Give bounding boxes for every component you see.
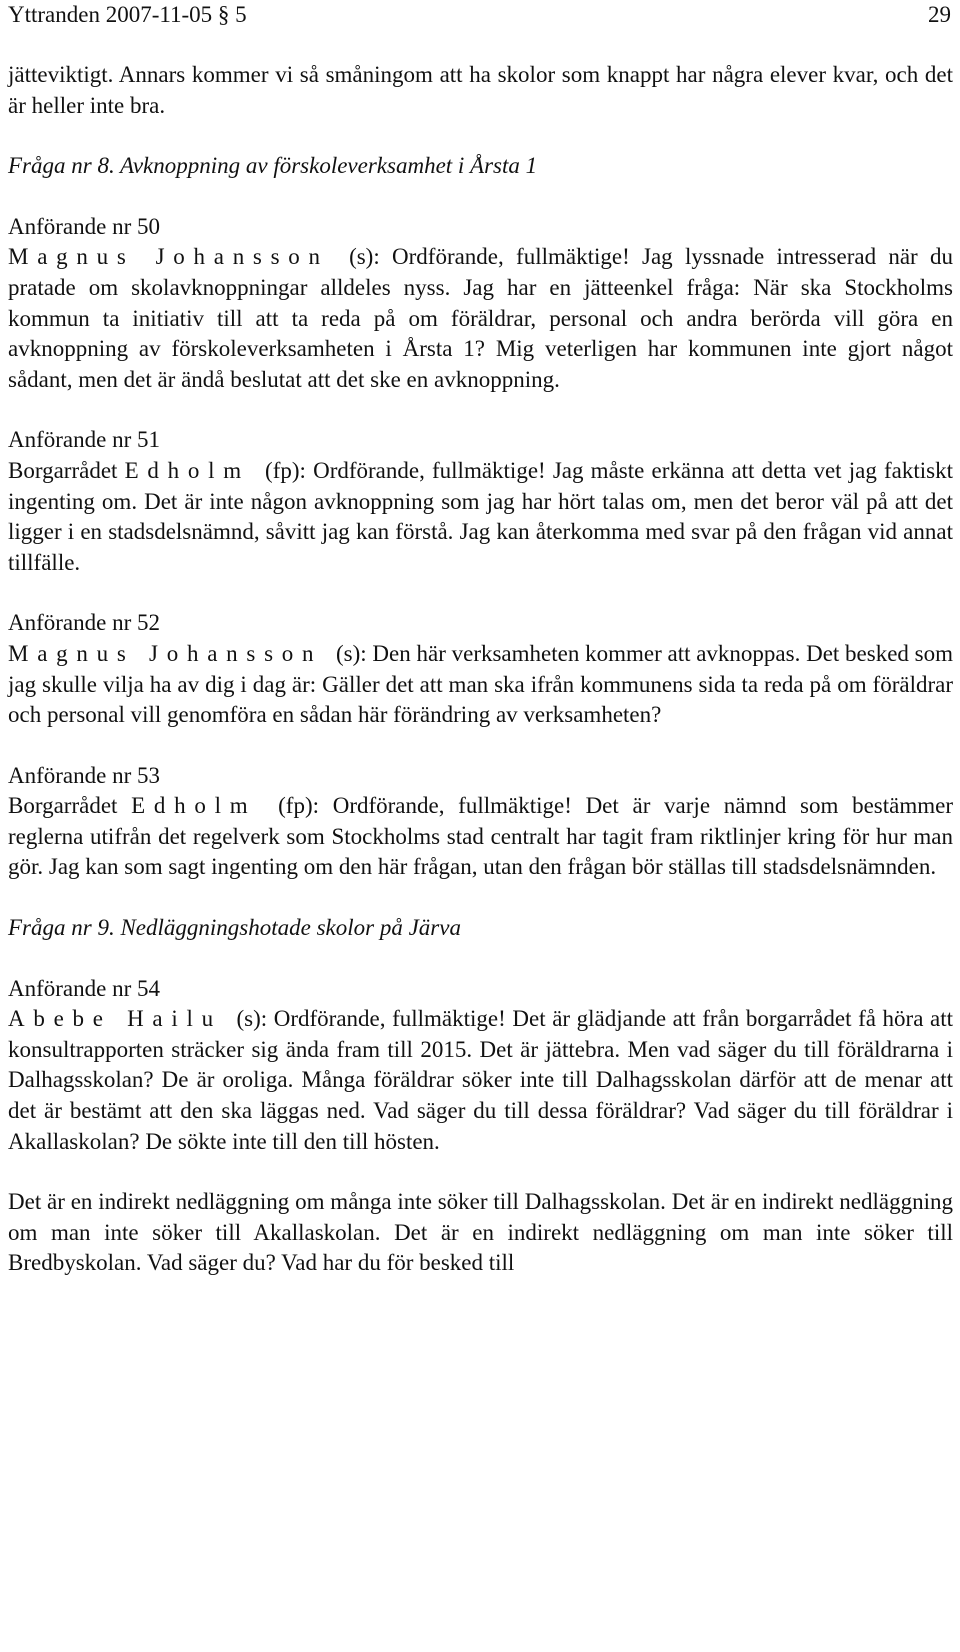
speaker-name: Edholm: [131, 793, 257, 819]
speech-body: (s): Den här verksamheten kommer att avknoppas. Det besked som jag skulle vilja ha av dig i dag är: Gäller det att man ska ifrån kommunens sida ta reda på om föräldrar och personal vill genomföra en sådan här förändring av verksamheten?: [8, 640, 954, 728]
speech-body: (s): Ordförande, fullmäktige! Jag lyssnade intresserad när du pratade om skolavknoppningar alldeles nyss. Jag har en jätteenkel fråga: När ska Stockholms kommun ta initiativ till att ta reda på om föräldrar, personal och andra berörda vill göra en avknoppning av förskoleverksamheten i Årsta 1? Mig veterligen har kommunen inte gjort något sådant, men det är ändå beslutat att det ske en avknoppning.: [8, 244, 953, 392]
speech-52: [8, 639, 953, 731]
speech-54: [8, 1004, 953, 1157]
speaker-name: Abebe Hailu: [8, 1006, 222, 1032]
document-page: [8, 0, 953, 1279]
paragraph-continuation: jätteviktigt. Annars kommer vi så småningom att ha skolor som knappt har några elever kvar, och det är heller inte bra.: [8, 62, 953, 118]
paragraph-final: Det är en indirekt nedläggning om många inte söker till Dalhagsskolan. Det är en indirekt nedläggning om man inte söker till Akallaskolan. Det är en indirekt nedläggning om man inte söker till Bredbyskolan. Vad säger du? Vad har du för besked till: [8, 1189, 953, 1276]
header-title: Yttranden 2007-11-05 § 5: [8, 2, 247, 27]
speaker-title: Borgarrådet: [8, 457, 125, 483]
speech-body: (fp): Ordförande, fullmäktige! Jag måste erkänna att detta vet jag faktiskt ingenting om. Det är inte någon avknoppning som jag har hört talas om, men det beror väl på att det ligger i en stadsdelsnämnd, såvitt jag kan förstå. Jag kan återkomma med svar på den frågan vid annat tillfälle.: [8, 457, 953, 575]
page-number: 29: [928, 2, 951, 27]
question-8-heading: Fråga nr 8. Avknoppning av förskoleverksamhet i Årsta 1: [8, 153, 538, 179]
speech-53: [8, 791, 953, 883]
speech-51: [8, 456, 953, 578]
speaker-name: Magnus Johansson: [8, 640, 323, 666]
speech-body: (fp): Ordförande, fullmäktige! Det är varje nämnd som bestämmer reglerna utifrån det regelverk som Stockholms stad centralt har tagit fram riktlinjer kring för hur man gör. Jag kan som sagt ingenting om den här frågan, utan den frågan bör ställas till stadsdelsnämnden.: [8, 793, 954, 880]
speech-50: [8, 242, 953, 395]
page-header: [8, 0, 953, 30]
speech-51-heading: Anförande nr 51: [8, 427, 161, 453]
speaker-title: Borgarrådet: [8, 793, 132, 819]
speech-53-heading: Anförande nr 53: [8, 762, 161, 788]
speech-52-heading: Anförande nr 52: [8, 610, 161, 636]
speech-body: (s): Ordförande, fullmäktige! Det är glädjande att från borgarrådet få höra att konsultrapporten sträcker sig ända fram till 2015. Det är jättebra. Men vad säger du till föräldrarna i Dalhagsskolan? De är oroliga. Många föräldrar söker inte till Dalhagsskolan därför att de menar att det är bestämt att den ska läggas ned. Vad säger du till dessa föräldrar? Vad säger du till föräldrar i Akallaskolan? De sökte inte till den till hösten.: [8, 1006, 953, 1154]
speech-54-heading: Anförande nr 54: [8, 975, 161, 1001]
question-9-heading: Fråga nr 9. Nedläggningshotade skolor på Järva: [8, 915, 461, 941]
speaker-name: Edholm: [124, 457, 250, 483]
speech-50-heading: Anförande nr 50: [8, 213, 161, 239]
speaker-name: Magnus Johansson: [8, 244, 329, 270]
